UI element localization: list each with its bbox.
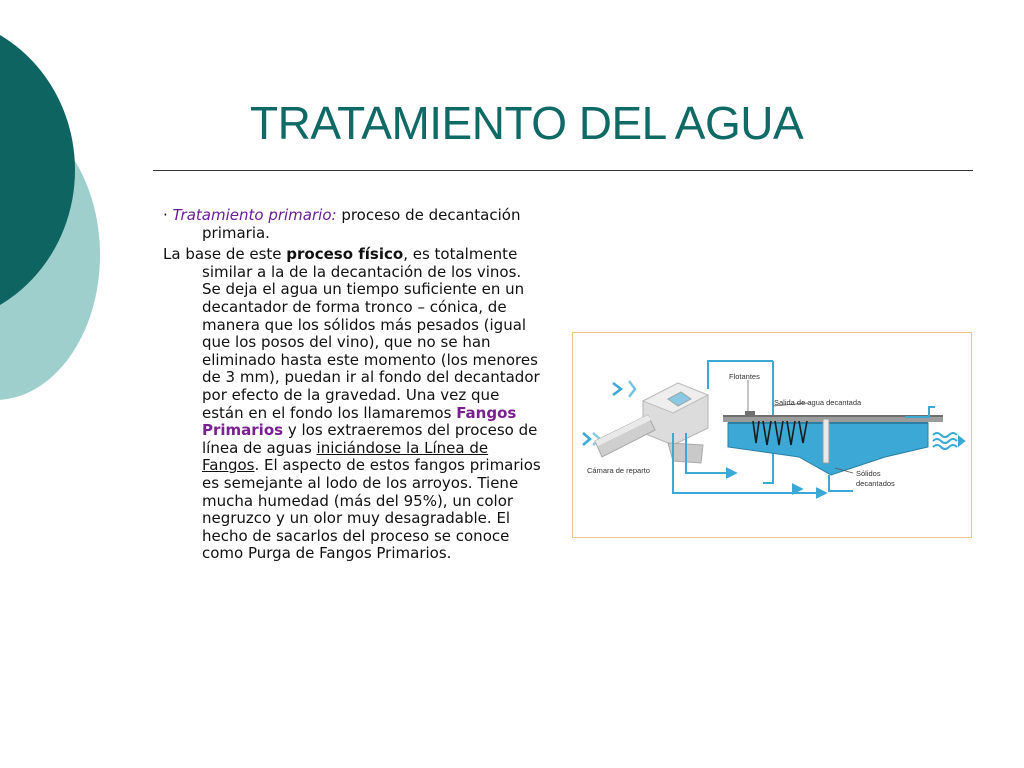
label-salida: Salida de agua decantada (774, 398, 862, 407)
decanter-tank (723, 407, 943, 475)
term-sludge-line: iniciándose la Línea de Fangos (202, 438, 489, 475)
text-segment: y los extraeremos del proceso de línea de aguas (202, 421, 538, 457)
slide-title: TRATAMIENTO DEL AGUA (250, 97, 804, 149)
text-segment: , es totalmente similar a la de la decantación de los vinos. Se deja el agua un tiempo suficiente en un decantador de forma tronco – cónica, de manera que los sólidos más pesados (igual que los posos del vino), que no se han eliminado hasta este momento (los menores de 3 mm), puedan ir al fondo del decantador por efecto de la gravedad. Una vez que están en el fondo los llamaremos (202, 245, 540, 422)
text-segment: . El aspecto de estos fangos primarios es semejante al lodo de los arroyos. Tiene mucha humedad (más del 95%), un color negruzco y un olor muy desagradable. El hecho de sacarlos del proceso se conoce como Purga de Fangos Primarios. (202, 456, 541, 563)
label-camara: Cámara de reparto (587, 466, 650, 475)
distribution-chamber (595, 383, 708, 463)
term-physical-process: proceso físico (286, 245, 404, 264)
decanter-diagram-svg (573, 333, 971, 537)
term-primary-sludge: Fangos Primarios (202, 403, 517, 440)
term-primary-treatment: Tratamiento primario: (172, 206, 337, 224)
label-solidos-1: Sólidos (856, 469, 881, 478)
bullet-marker: · (163, 206, 173, 224)
label-flotantes: Flotantes (729, 372, 760, 381)
paragraph-primary-treatment (163, 207, 543, 242)
outflow-waves-icon (933, 433, 964, 449)
decanter-diagram (572, 332, 972, 538)
text-segment: La base de este (163, 245, 287, 264)
paragraph-physical-process (163, 246, 543, 563)
slide-body (163, 207, 543, 567)
label-solidos-2: decantados (856, 479, 895, 488)
sludge-outflow-pipe (829, 475, 853, 491)
title-divider (153, 170, 973, 171)
primary-treatment-desc: proceso de decantación primaria. (202, 206, 521, 242)
